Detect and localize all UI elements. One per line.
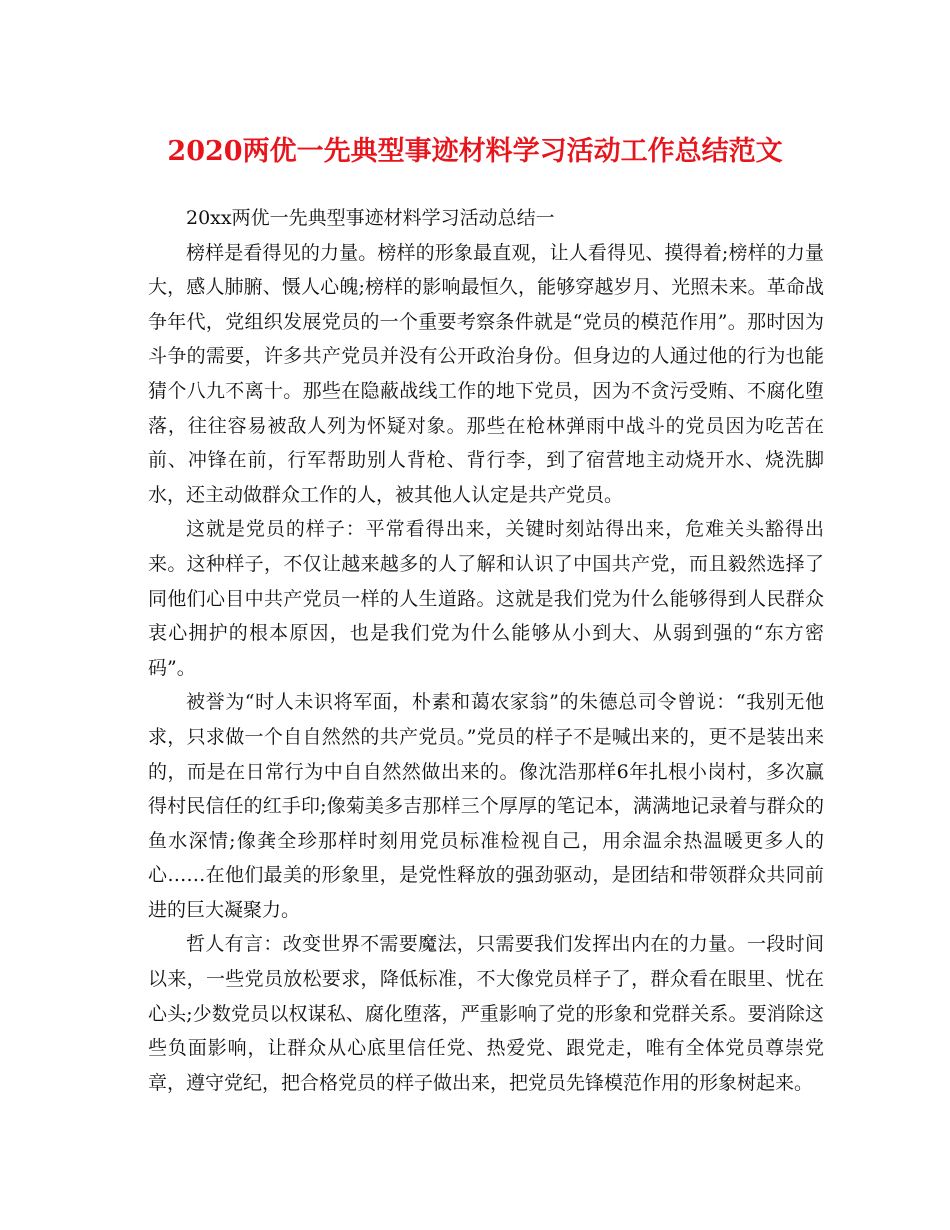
- paragraph-4: 哲人有言：改变世界不需要魔法，只需要我们发挥出内在的力量。一段时间以来，一些党员放松要求，降低标准，不大像党员样子了，群众看在眼里、忧在心头;少数党员以权谋私、腐化堕落，严重影响了党的形象和党群关系。要消除这些负面影响，让群众从心底里信任党、热爱党、跟党走，唯有全体党员尊崇党章，遵守党纪，把合格党员的样子做出来，把党员先锋模范作用的形象树起来。: [148, 933, 824, 1094]
- document-title: 2020两优一先典型事迹材料学习活动工作总结范文: [167, 136, 783, 167]
- document-body: [148, 201, 824, 1100]
- paragraph-2: 这就是党员的样子：平常看得出来，关键时刻站得出来，危难关头豁得出来。这种样子，不仅让越来越多的人了解和认识了中国共产党，而且毅然选择了同他们心目中共产党员一样的人生道路。这就是我们党为什么能够得到人民群众衷心拥护的根本原因，也是我们党为什么能够从小到大、从弱到强的“东方密码”。: [148, 518, 824, 679]
- paragraph-3: 被誉为“时人未识将军面，朴素和蔼农家翁”的朱德总司令曾说：“我别无他求，只求做一个自自然然的共产党员。”党员的样子不是喊出来的，更不是装出来的，而是在日常行为中自自然然做出来的。像沈浩那样6年扎根小岗村，多次赢得村民信任的红手印;像菊美多吉那样三个厚厚的笔记本，满满地记录着与群众的鱼水深情;像龚全珍那样时刻用党员标准检视自己，用余温余热温暖更多人的心……在他们最美的形象里，是党性释放的强劲驱动，是团结和带领群众共同前进的巨大凝聚力。: [148, 691, 824, 921]
- paragraph-1: 榜样是看得见的力量。榜样的形象最直观，让人看得见、摸得着;榜样的力量大，感人肺腑、慑人心魄;榜样的影响最恒久，能够穿越岁月、光照未来。革命战争年代，党组织发展党员的一个重要考察条件就是“党员的模范作用”。那时因为斗争的需要，许多共产党员并没有公开政治身份。但身边的人通过他的行为也能猜个八九不离十。那些在隐蔽战线工作的地下党员，因为不贪污受贿、不腐化堕落，往往容易被敌人列为怀疑对象。那些在枪林弹雨中战斗的党员因为吃苦在前、冲锋在前，行军帮助别人背枪、背行李，到了宿营地主动烧开水、烧洗脚水，还主动做群众工作的人，被其他人认定是共产党员。: [148, 241, 824, 506]
- section-heading: 20xx两优一先典型事迹材料学习活动总结一: [186, 207, 555, 229]
